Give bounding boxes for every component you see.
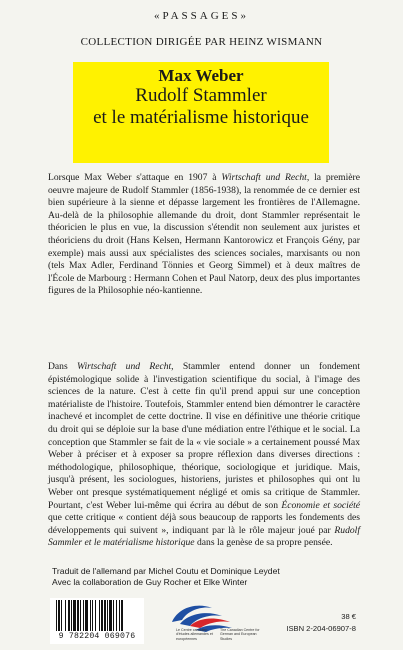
text-run: , Stammler entend donner un fondement épistémologique solide à l'investigation scientifique du social, à l'image des sciences de la nature. C'est à cette fin qu'il prend appui sur une conception matérialiste de l'histoire. Toutefois, Stammler entend bien démontrer le caractère inachevé et incomplet de cette doctrine. Il vise en définitive une théorie critique du droit qui se déploie sur la base d'une médiation entre l'éthique et le social. La conception que Stammler se fait de la « vie sociale » a certainement poussé Max Weber à préciser et à exposer sa propre réflexion dans diverses directions : méthodologique, philosophique, théorique, sociologique et juridique. Mais, jusqu'à présent, les sociologues, historiens, juristes et philosophes qui ont lu Weber ont presque systématiquement négligé et omis sa critique de Stammler. Pourtant, c'est Weber lui-même qui écrira au début de son [48,361,360,511]
barcode-bar [56,600,57,631]
text-run: que cette critique « contient déjà sous beaucoup de rapports les fondements des développements qui suivent », indiquant par là le rôle majeur joué par [48,512,360,536]
barcode-bar [121,600,123,631]
title-line-1: Rudolf Stammler [135,85,267,106]
author-name: Max Weber [158,66,244,85]
title-box [73,62,329,163]
barcode-bar [119,600,120,631]
barcode-bars [56,600,138,632]
italic-title-run: Rudolf Sammler et le matérialisme historique [48,524,360,549]
text-run: , la première oeuvre majeure de Rudolf Stammler (1856-1938), la renommée de ce dernier est bien supérieure à la sienne et dépasse largement les frontières de l'Allemagne. Au-delà de la philosophie allemande du droit, dont Stammler représentait le théoricien le plus en vue, la discussion s'étendit non seulement aux juristes et théoriciens du droit (Hans Kelsen, Hermann Kantorowicz et François Gény, par exemple) mais aussi aux spécialistes des sciences sociales, marxisants ou non (tels Max Adler, Ferdinand Tönnies et Georg Simmel) et à deux maîtres de l'École de Marbourg : Hermann Cohen et Paul Natorp, deux des plus importantes figures de la Philosophie néo-kantienne. [48,172,360,297]
collaboration-line: Avec la collaboration de Guy Rocher et Elke Winter [52,577,248,587]
barcode-bar [68,600,70,631]
isbn: ISBN 2-204-06907-8 [286,624,356,633]
barcode-bar [90,600,91,631]
translation-credits [52,566,280,588]
translator-line: Traduit de l'allemand par Michel Coutu et Dominique Leydet [52,566,280,576]
collection-editor: COLLECTION DIRIGÉE PAR HEINZ WISMANN [80,36,323,48]
barcode-bar [92,600,93,631]
barcode-bar [104,600,106,631]
blurb-paragraph-2 [48,361,360,550]
barcode-bar [83,600,84,631]
barcode-bar [77,600,79,631]
barcode-bar [113,600,114,631]
barcode-bar [99,600,100,631]
barcode-bar [85,600,88,631]
barcode-bar [58,600,60,631]
title-line-2: et le matérialisme historique [93,107,309,128]
barcode [50,598,144,644]
italic-title-run: Wirtschaft und Recht [76,361,172,372]
italic-title-run: Wirtschaft und Recht [221,172,307,183]
barcode-bar [109,600,112,631]
blurb-paragraph-1 [48,172,360,298]
text-run: Dans [48,361,77,372]
barcode-bar [71,600,72,631]
barcode-digits: 9 782204 069076 [58,632,136,641]
barcode-bar [116,600,117,631]
barcode-bar [61,600,62,631]
barcode-bar [95,600,96,631]
barcode-bar [101,600,103,631]
series-name: «PASSAGES» [153,10,249,22]
barcode-bar [73,600,76,631]
partner-name-en: The Canadian Centre for German and European Studies [220,628,260,641]
barcode-bar [107,600,108,631]
price: 38 € [341,612,356,621]
barcode-bar [80,600,81,631]
barcode-bar [65,600,66,631]
partner-name-fr: Le Centre canadien d'études allemandes et européennes [176,628,213,641]
text-run: Lorsque Max Weber s'attaque en 1907 à [48,172,222,183]
text-run: dans la genèse de sa propre pensée. [194,537,333,549]
italic-title-run: Économie et société [281,499,360,511]
